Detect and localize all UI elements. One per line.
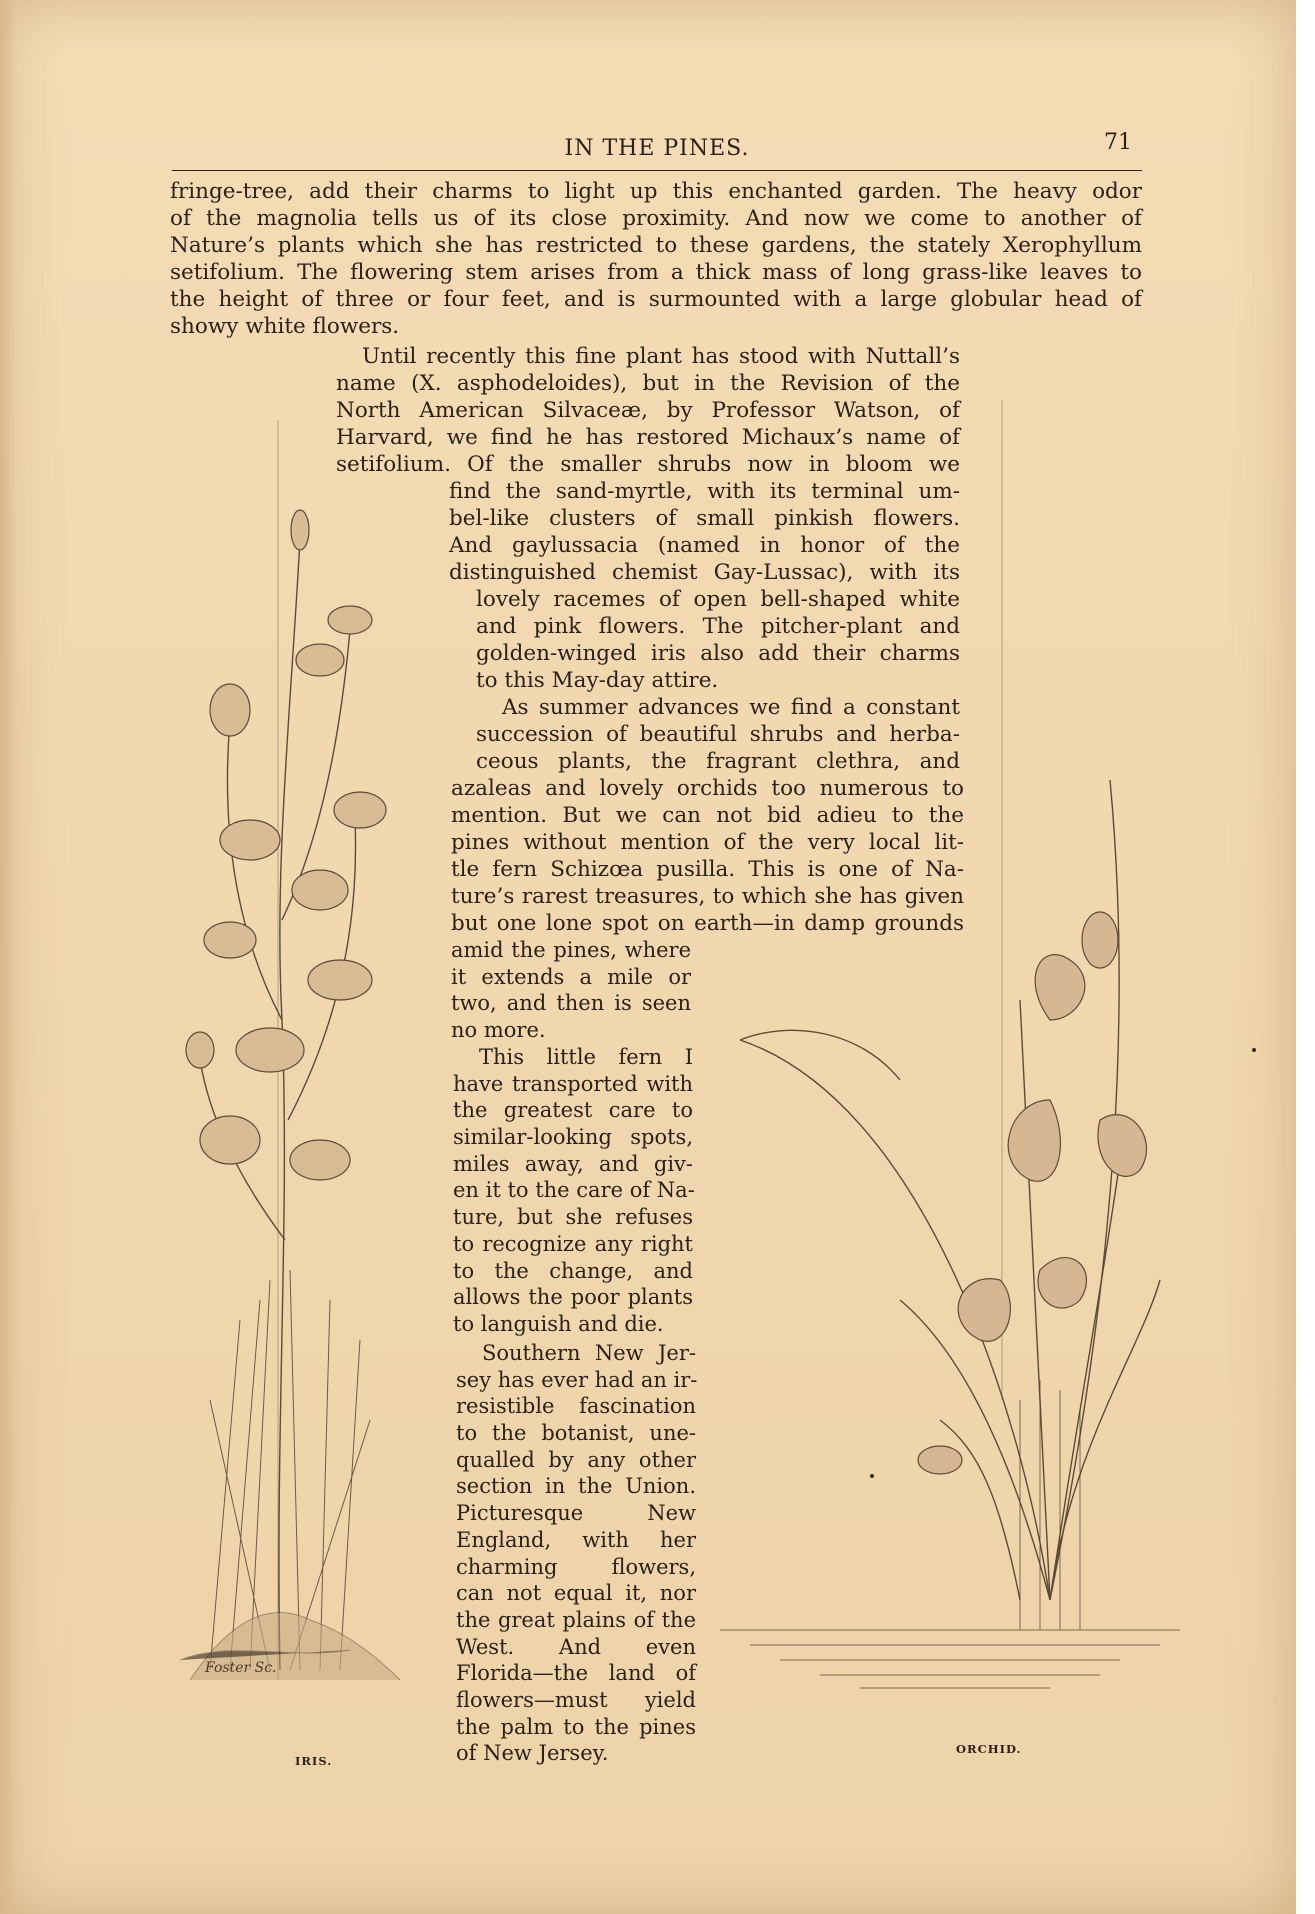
- paragraph-3-mid: [451, 775, 964, 937]
- text-line: succession of beautiful shrubs and herba-: [476, 722, 960, 747]
- text-line: Nature’s plants which she has restricted to these gardens, the stately Xerophyllum: [170, 233, 1142, 258]
- text-line: setifolium. Of the smaller shrubs now in bloom we: [336, 452, 960, 477]
- text-line: two, and then is seen: [451, 991, 691, 1016]
- text-line: ture, but she refuses: [453, 1205, 693, 1230]
- text-line: distinguished chemist Gay-Lussac), with its: [449, 560, 960, 585]
- text-line: tle fern Schizœa pusilla. This is one of Na-: [451, 857, 964, 882]
- text-line: resistible fascination: [456, 1394, 696, 1419]
- text-line: no more.: [451, 1018, 546, 1043]
- text-line: have transported with: [453, 1071, 693, 1096]
- text-line: North American Silvaceæ, by Professor Watson, of: [336, 398, 960, 423]
- text-line: ceous plants, the fragrant clethra, and: [476, 749, 960, 774]
- text-line: and pink flowers. The pitcher-plant and: [476, 614, 960, 639]
- text-line: similar-looking spots,: [453, 1125, 693, 1150]
- text-line: but one lone spot on earth—in damp grounds: [451, 911, 964, 936]
- ink-spot: [1252, 1048, 1256, 1052]
- text-line: pines without mention of the very local lit-: [451, 830, 964, 855]
- text-line: Harvard, we find he has restored Michaux’s name of: [336, 425, 960, 450]
- paragraph-4: [453, 1044, 693, 1338]
- text-line: to languish and die.: [453, 1311, 664, 1336]
- text-line: ture’s rarest treasures, to which she has given: [451, 884, 964, 909]
- text-line: lovely racemes of open bell-shaped white: [476, 587, 960, 612]
- ink-spot: [870, 1474, 874, 1478]
- text-line: section in the Union.: [456, 1474, 696, 1499]
- artist-signature: Foster Sc.: [205, 1660, 277, 1676]
- text-line: en it to the care of Na-: [453, 1178, 695, 1203]
- paragraph-5: [456, 1340, 696, 1767]
- text-line: mention. But we can not bid adieu to the: [451, 803, 964, 828]
- text-line: the great plains of the: [456, 1607, 696, 1632]
- page-edge-shadow: [0, 0, 16, 1914]
- text-line: England, with her: [456, 1527, 696, 1552]
- orchid-caption: ORCHID.: [956, 1742, 1022, 1756]
- text-line: the height of three or four feet, and is surmounted with a large globular head of: [170, 287, 1142, 312]
- paragraph-3-inner: [476, 694, 960, 775]
- text-line: to the botanist, une-: [456, 1421, 696, 1446]
- text-line: charming flowers,: [456, 1554, 696, 1579]
- page-header: [172, 130, 1142, 171]
- text-line: Southern New Jer-: [482, 1341, 696, 1365]
- text-line: of New Jersey.: [456, 1741, 609, 1766]
- text-line: This little fern I: [479, 1045, 693, 1069]
- text-line: the palm to the pines: [456, 1714, 696, 1739]
- text-line: to recognize any right: [453, 1231, 693, 1256]
- text-line: azaleas and lovely orchids too numerous to: [451, 776, 964, 801]
- text-line: it extends a mile or: [451, 964, 691, 989]
- text-line: miles away, and giv-: [453, 1151, 693, 1176]
- iris-illustration: [170, 420, 420, 1730]
- page-number: 71: [1104, 130, 1132, 155]
- text-line: sey has ever had an ir-: [456, 1367, 698, 1392]
- text-line: qualled by any other: [456, 1447, 696, 1472]
- text-line: of the magnolia tells us of its close proximity. And now we come to another of: [170, 206, 1142, 231]
- text-line: showy white flowers.: [170, 314, 400, 339]
- text-line: to the change, and: [453, 1258, 693, 1283]
- paragraph-2-mid: [449, 478, 960, 586]
- text-line: can not equal it, nor: [456, 1581, 696, 1606]
- text-line: setifolium. The flowering stem arises from a thick mass of long grass-like leaves to: [170, 260, 1142, 285]
- paragraph-1: [170, 178, 1142, 340]
- text-line: fringe-tree, add their charms to light up this enchanted garden. The heavy odor: [170, 179, 1142, 204]
- text-line: Picturesque New: [456, 1501, 696, 1526]
- paragraph-3-narrow: [451, 937, 691, 1044]
- text-line: the greatest care to: [453, 1098, 693, 1123]
- text-line: bel-like clusters of small pinkish flowers.: [449, 506, 960, 531]
- iris-caption: IRIS.: [295, 1754, 333, 1768]
- text-line: And gaylussacia (named in honor of the: [449, 533, 960, 558]
- text-line: allows the poor plants: [453, 1285, 693, 1310]
- text-line: West. And even: [456, 1634, 696, 1659]
- text-line: amid the pines, where: [451, 938, 691, 962]
- paragraph-2-inner: [476, 586, 960, 694]
- text-line: find the sand-myrtle, with its terminal um-: [449, 479, 960, 504]
- text-line: Florida—the land of: [456, 1661, 696, 1686]
- text-line: flowers—must yield: [456, 1687, 696, 1712]
- text-line: golden-winged iris also add their charms: [476, 641, 960, 666]
- text-line: to this May-day attire.: [476, 668, 719, 693]
- text-line: Until recently this fine plant has stood with Nuttall’s: [362, 344, 960, 369]
- running-head: IN THE PINES.: [564, 136, 750, 161]
- text-line: name (X. asphodeloides), but in the Revision of the: [336, 371, 960, 396]
- paragraph-2-wide: [336, 343, 960, 478]
- text-line: As summer advances we find a constant: [502, 695, 960, 720]
